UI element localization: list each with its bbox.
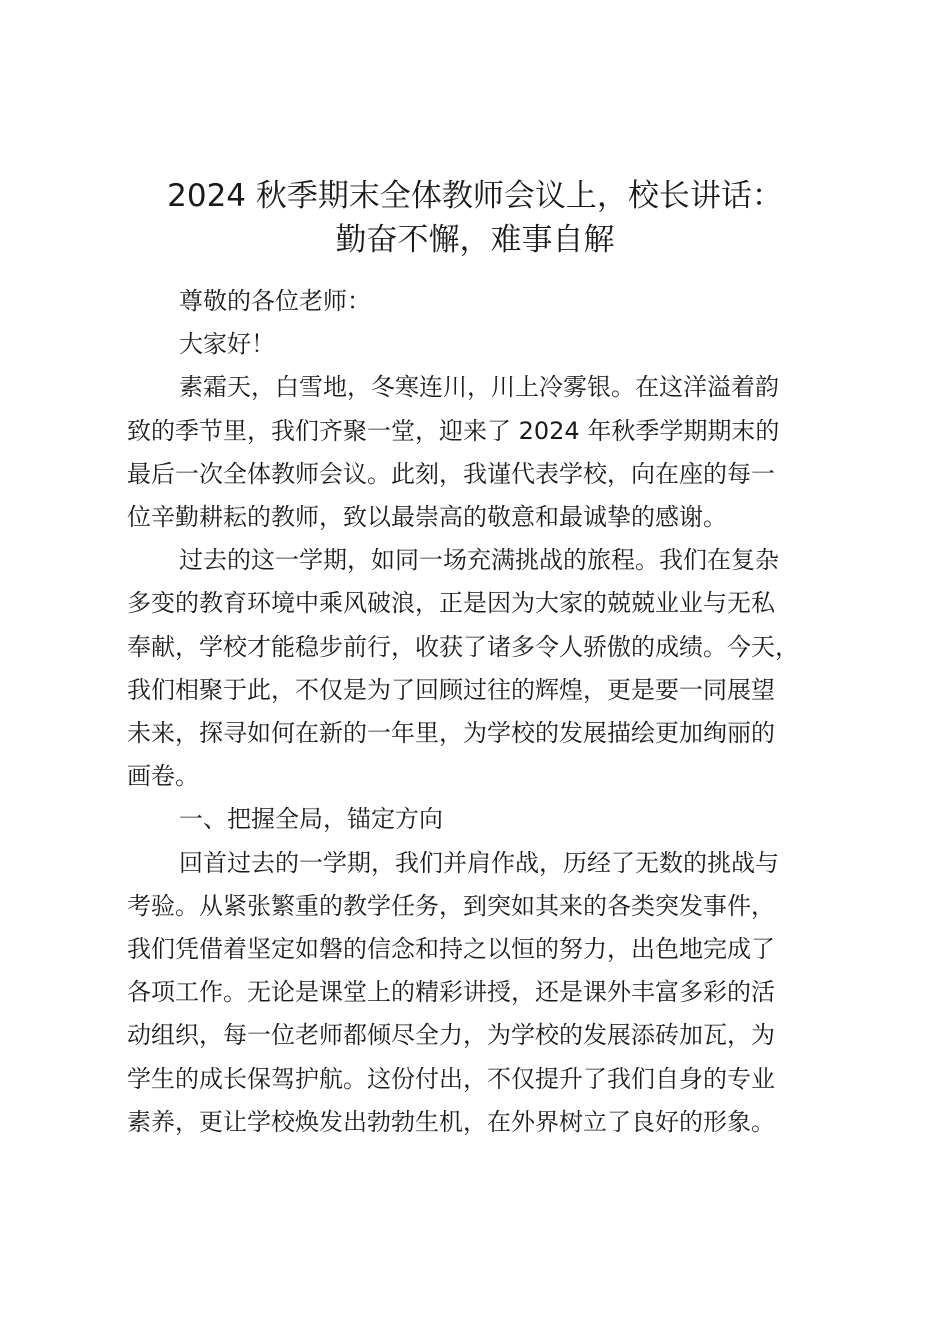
paragraph-line: 动组织，每一位老师都倾尽全力，为学校的发展添砖加瓦，为 (127, 1021, 775, 1050)
title-line-1: 2024 秋季期末全体教师会议上，校长讲话： (167, 178, 783, 214)
paragraph-line: 致的季节里，我们齐聚一堂，迎来了 2024 年秋季学期期末的 (127, 416, 780, 445)
paragraph-line: 我们相聚于此，不仅是为了回顾过往的辉煌，更是要一同展望 (127, 675, 775, 704)
document-title (100, 174, 850, 262)
paragraph-line: 回首过去的一学期，我们并肩作战，历经了无数的挑战与 (179, 848, 779, 877)
title-line-2: 勤奋不懈，难事自解 (335, 222, 615, 258)
paragraph-line: 过去的这一学期，如同一场充满挑战的旅程。我们在复杂 (179, 546, 779, 575)
paragraph-line: 位辛勤耕耘的教师，致以最崇高的敬意和最诚挚的感谢。 (127, 503, 727, 532)
paragraph-line: 多变的教育环境中乘风破浪，正是因为大家的兢兢业业与无私 (127, 589, 775, 618)
paragraph-line: 画卷。 (127, 762, 199, 791)
paragraph-line: 各项工作。无论是课堂上的精彩讲授，还是课外丰富多彩的活 (127, 978, 775, 1007)
paragraph-line: 学生的成长保驾护航。这份付出，不仅提升了我们自身的专业 (127, 1064, 775, 1093)
paragraph-line: 我们凭借着坚定如磐的信念和持之以恒的努力，出色地完成了 (127, 935, 775, 964)
paragraph-3 (127, 842, 832, 1144)
paragraph-line: 素霜天，白雪地，冬寒连川，川上冷雾银。在这洋溢着韵 (179, 373, 779, 402)
paragraph-line: 素养，更让学校焕发出勃勃生机，在外界树立了良好的形象。 (127, 1107, 775, 1136)
paragraph-2 (127, 539, 832, 798)
paragraph-line: 考验。从紧张繁重的教学任务，到突如其来的各类突发事件， (127, 891, 775, 920)
greeting: 大家好！ (179, 330, 275, 359)
paragraph-1 (127, 366, 832, 539)
salutation: 尊敬的各位老师： (179, 287, 371, 315)
paragraph-line: 最后一次全体教师会议。此刻，我谨代表学校，向在座的每一 (127, 459, 775, 488)
paragraph-line: 未来，探寻如何在新的一年里，为学校的发展描绘更加绚丽的 (127, 719, 775, 748)
section-heading-1: 一、把握全局，锚定方向 (179, 805, 443, 834)
document-body (127, 280, 832, 1144)
paragraph-line: 奉献，学校才能稳步前行，收获了诸多令人骄傲的成绩。今天， (127, 632, 799, 661)
